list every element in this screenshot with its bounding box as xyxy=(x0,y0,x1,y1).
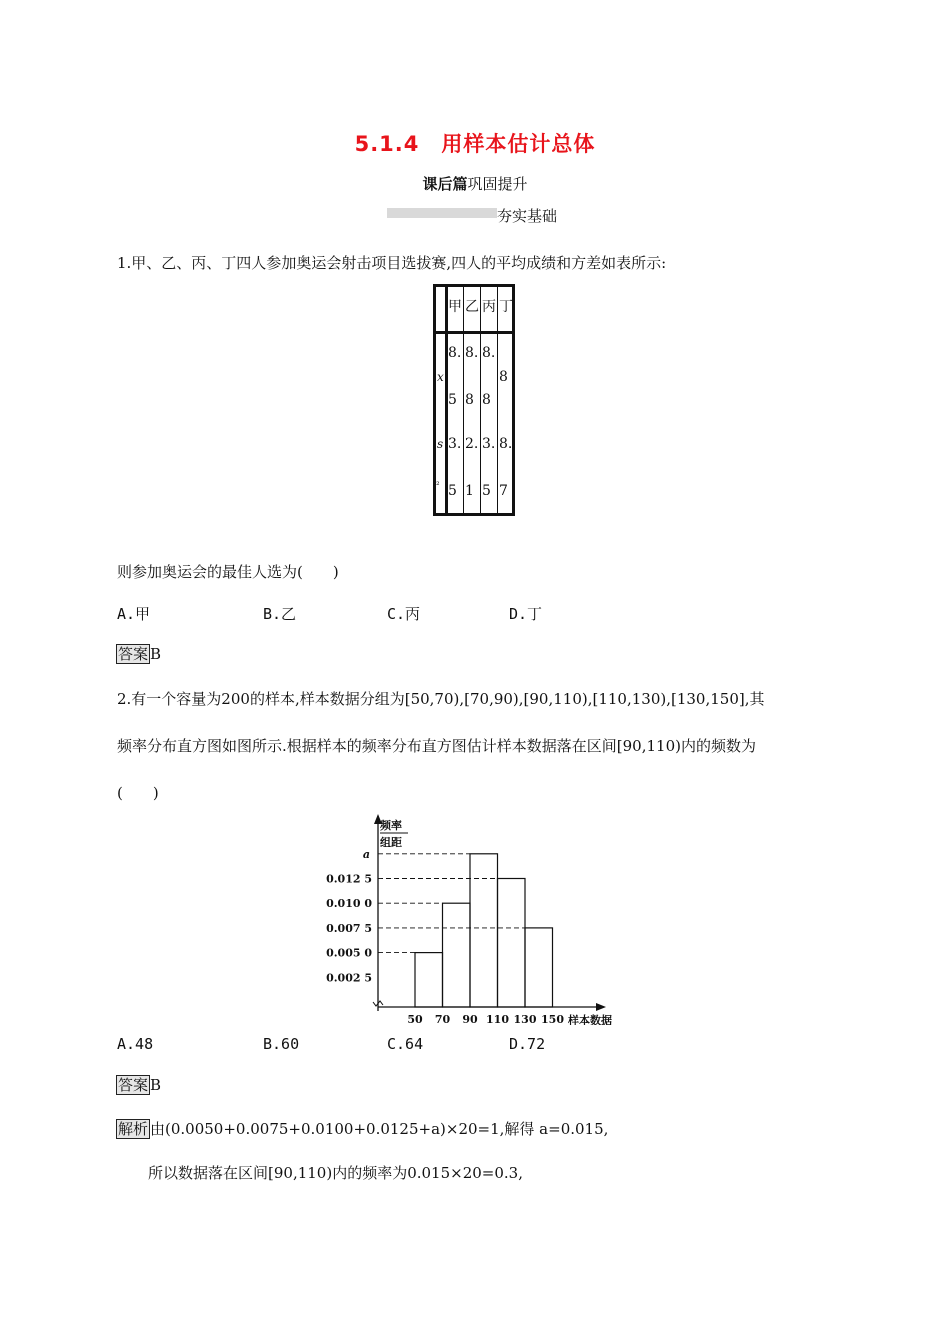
histogram-bar xyxy=(470,854,498,1007)
x-axis-arrow xyxy=(596,1003,606,1011)
q2-option-a: A.48 xyxy=(117,1035,154,1053)
y-tick-label: 0.005 0 xyxy=(326,946,372,960)
table-divider xyxy=(480,287,481,513)
answer-tag: 答案 xyxy=(118,1076,149,1094)
row-label-s: s xyxy=(437,437,444,451)
answer-tag: 答案 xyxy=(118,645,149,663)
y-tick-label: 0.012 5 xyxy=(326,872,372,886)
q2-option-c: C.64 xyxy=(387,1035,424,1053)
q2-analysis-row xyxy=(116,1118,608,1139)
table-cell: 8 xyxy=(465,392,474,408)
q1-table xyxy=(433,284,515,516)
x-tick-label: 130 xyxy=(513,1013,537,1025)
histogram-bar xyxy=(443,903,471,1007)
q2-stem-line3: ( ) xyxy=(117,784,159,802)
page-title: 5.1.4 用样本估计总体 xyxy=(354,132,596,156)
y-tick-label: 0.007 5 xyxy=(326,921,372,935)
x-tick-label: 150 xyxy=(541,1013,564,1025)
q1-option-c: C.丙 xyxy=(387,605,421,623)
table-cell: 5 xyxy=(448,483,457,499)
histogram-bar xyxy=(525,928,553,1007)
q2-option-d: D.72 xyxy=(509,1035,546,1053)
row-label-sq: ² xyxy=(436,481,440,491)
y-tick-label: 0.010 0 xyxy=(326,897,372,911)
table-cell: 5 xyxy=(482,483,491,499)
analysis-tag: 解析 xyxy=(118,1120,149,1138)
table-header: 乙 xyxy=(465,299,479,315)
subtitle-rest: 巩固提升 xyxy=(467,175,528,193)
section-label: 夯实基础 xyxy=(497,207,558,225)
histogram-bar xyxy=(415,953,443,1007)
frequency-histogram xyxy=(320,810,630,1025)
table-cell: 3. xyxy=(482,436,496,452)
table-divider xyxy=(497,287,498,513)
table-cell: 3. xyxy=(448,436,462,452)
q2-answer-row xyxy=(116,1075,161,1095)
x-axis-label: 样本数据 xyxy=(568,1014,612,1025)
table-cell: 8. xyxy=(482,345,496,361)
x-tick-label: 90 xyxy=(462,1013,478,1025)
q2-stem-line2: 频率分布直方图如图所示.根据样本的频率分布直方图估计样本数据落在区间[90,110)内的频数为 xyxy=(117,737,756,755)
table-cell: 8. xyxy=(448,345,462,361)
q1-option-b: B.乙 xyxy=(263,605,297,623)
q1-question: 则参加奥运会的最佳人选为( ) xyxy=(117,563,339,581)
table-cell: 5 xyxy=(448,392,457,408)
page-subtitle xyxy=(0,173,950,194)
table-divider xyxy=(463,287,464,513)
histogram-bar xyxy=(498,879,526,1008)
q2-answer: B xyxy=(150,1076,162,1094)
table-cell: 7 xyxy=(499,483,508,499)
subtitle-bold: 课后篇 xyxy=(422,175,468,193)
q1-stem: 1.甲、乙、丙、丁四人参加奥运会射击项目选拔赛,四人的平均成绩和方差如表所示: xyxy=(117,254,667,272)
y-axis-label-top: 频率 xyxy=(380,819,402,832)
x-tick-label: 110 xyxy=(486,1013,509,1025)
q2-option-b: B.60 xyxy=(263,1035,300,1053)
q2-stem-line1: 2.有一个容量为200的样本,样本数据分组为[50,70),[70,90),[90,110),[110,130),[130,150],其 xyxy=(117,690,765,708)
y-tick-label: a xyxy=(362,847,370,861)
row-label-x: x xyxy=(437,370,444,384)
q2-analysis-line2: 所以数据落在区间[90,110)内的频率为0.015×20=0.3, xyxy=(148,1164,523,1182)
table-header: 丁 xyxy=(499,299,513,315)
y-tick-label: 0.002 5 xyxy=(326,971,372,985)
q1-answer: B xyxy=(150,645,162,663)
chart-layer xyxy=(326,814,612,1025)
q1-answer-row xyxy=(116,644,161,664)
table-cell: 2. xyxy=(465,436,479,452)
table-header: 甲 xyxy=(448,299,462,315)
y-axis-label-bottom: 组距 xyxy=(380,836,402,849)
table-divider xyxy=(436,331,512,334)
q2-analysis-line1: 由(0.0050+0.0075+0.0100+0.0125+a)×20=1,解得 a=0.015, xyxy=(150,1120,609,1138)
q1-option-d: D.丁 xyxy=(509,605,543,623)
table-header: 丙 xyxy=(482,299,496,315)
table-cell: 8. xyxy=(499,436,513,452)
table-cell: 1 xyxy=(465,483,474,499)
section-bar xyxy=(387,208,497,218)
table-cell: 8 xyxy=(499,369,508,385)
table-cell: 8. xyxy=(465,345,479,361)
table-cell: 8 xyxy=(482,392,491,408)
x-tick-label: 50 xyxy=(407,1013,423,1025)
q1-option-a: A.甲 xyxy=(117,605,151,623)
x-tick-label: 70 xyxy=(434,1013,451,1025)
